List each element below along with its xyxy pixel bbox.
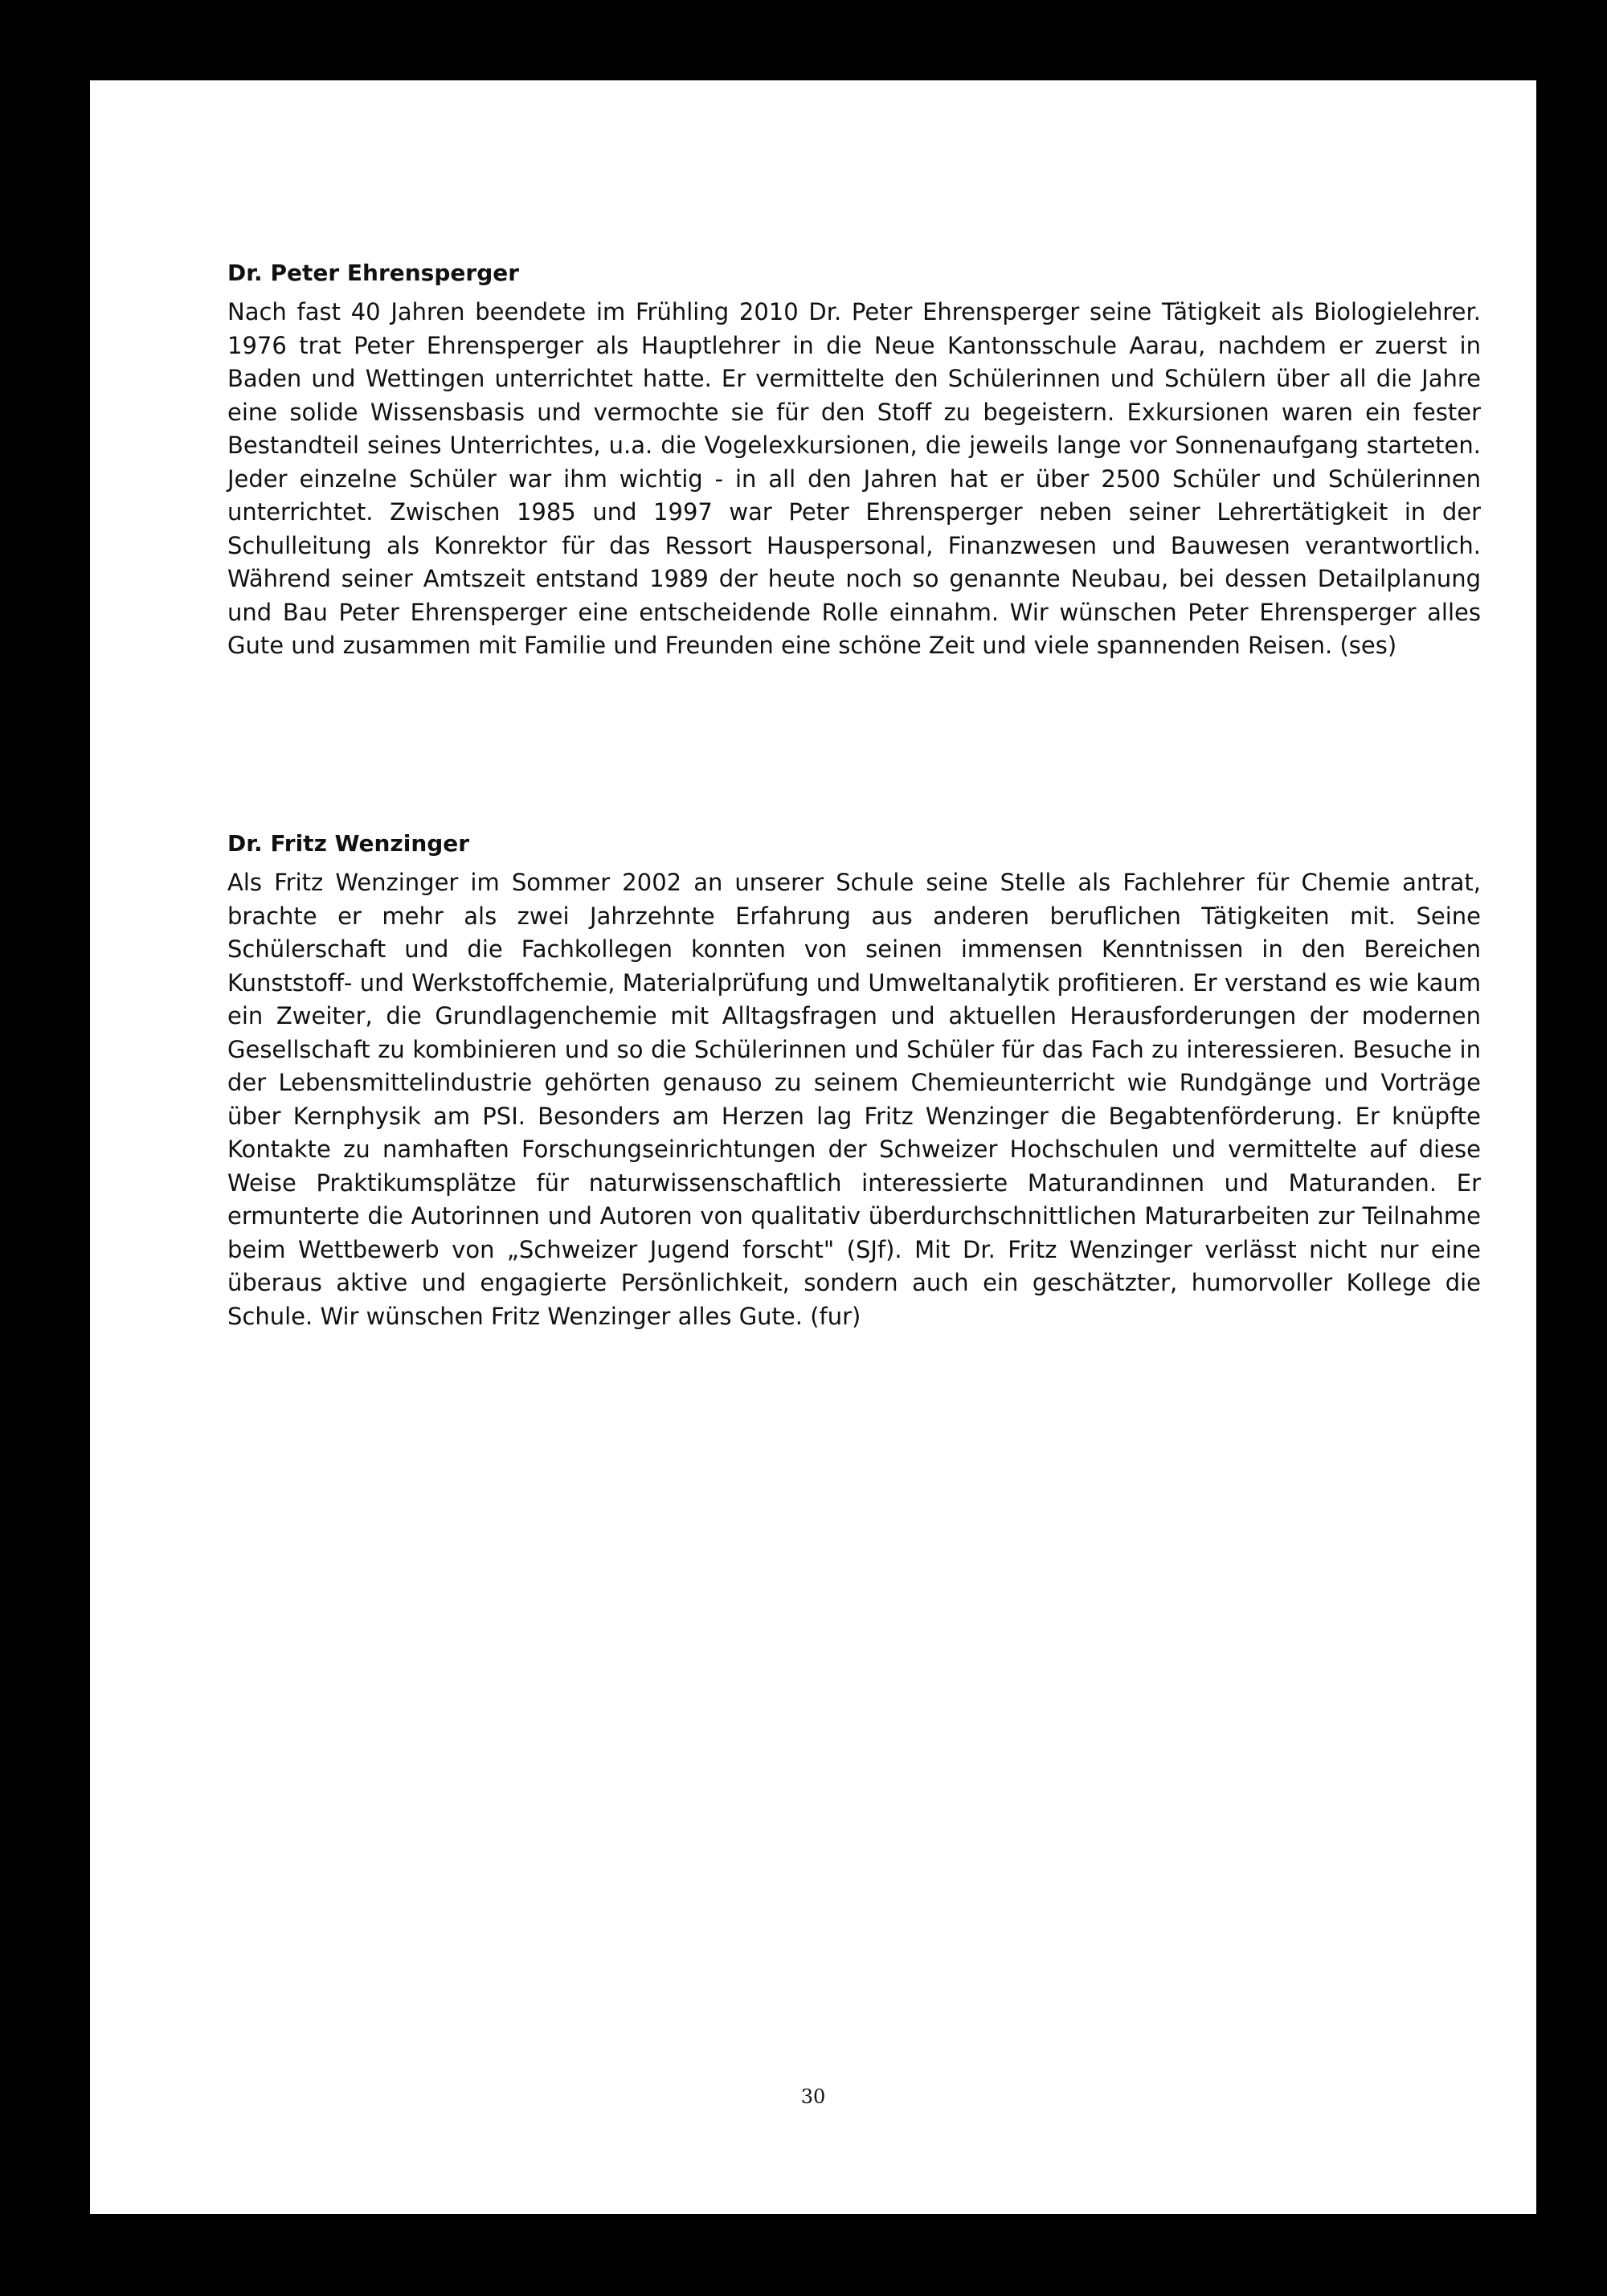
document-page: [90, 80, 1536, 2214]
page-number: 30: [800, 2085, 826, 2108]
article-body: Nach fast 40 Jahren beendete im Frühling 2010 Dr. Peter Ehrensperger seine Tätigkeit als Biologielehrer. 1976 trat Peter Ehrensperger als Hauptlehrer in die Neue Kantonsschule Aarau, nachdem er zuerst in Baden und Wettingen unterrichtet hatte. Er vermittelte den Schülerinnen und Schülern über all die Jahre eine solide Wissensbasis und vermochte sie für den Stoff zu begeistern. Exkursionen waren ein fester Bestandteil seines Unterrichtes, u.a. die Vogelexkursionen, die jeweils lange vor Sonnenaufgang starteten. Jeder einzelne Schüler war ihm wichtig - in all den Jahren hat er über 2500 Schüler und Schülerinnen unterrichtet. Zwischen 1985 und 1997 war Peter Ehrensperger neben seiner Lehrertätigkeit in der Schulleitung als Konrektor für das Ressort Hauspersonal, Finanzwesen und Bauwesen verantwortlich. Während seiner Amtszeit entstand 1989 der heute noch so genannte Neubau, bei dessen Detailplanung und Bau Peter Ehrensperger eine entscheidende Rolle einnahm. Wir wünschen Peter Ehrensperger alles Gute und zusammen mit Familie und Freunden eine schöne Zeit und viele spannenden Reisen. (ses): [227, 298, 1481, 659]
article-body: Als Fritz Wenzinger im Sommer 2002 an unserer Schule seine Stelle als Fachlehrer für Chemie antrat, brachte er mehr als zwei Jahrzehnte Erfahrung aus anderen beruflichen Tätigkeiten mit. Seine Schülerschaft und die Fachkollegen konnten von seinen immensen Kenntnissen in den Bereichen Kunststoff- und Werkstoffchemie, Materialprüfung und Umweltanalytik profitieren. Er verstand es wie kaum ein Zweiter, die Grundlagenchemie mit Alltagsfragen und aktuellen Herausforderungen der modernen Gesellschaft zu kombinieren und so die Schülerinnen und Schüler für das Fach zu interessieren. Besuche in der Lebensmittelindustrie gehörten genauso zu seinem Chemieunterricht wie Rundgänge und Vorträge über Kernphysik am PSI. Besonders am Herzen lag Fritz Wenzinger die Begabtenförderung. Er knüpfte Kontakte zu namhaften Forschungseinrichtungen der Schweizer Hochschulen und vermittelte auf diese Weise Praktikumsplätze für naturwissenschaftlich interessierte Maturandinnen und Maturanden. Er ermunterte die Autorinnen und Autoren von qualitativ überdurchschnittlichen Maturarbeiten zur Teilnahme beim Wettbewerb von „Schweizer Jugend forscht" (SJf). Mit Dr. Fritz Wenzinger verlässt nicht nur eine überaus aktive und engagierte Persönlichkeit, sondern auch ein geschätzter, humorvoller Kollege die Schule. Wir wünschen Fritz Wenzinger alles Gute. (fur): [227, 869, 1481, 1330]
article-heading: Dr. Fritz Wenzinger: [227, 830, 470, 857]
article-fritz-wenzinger: [227, 828, 1481, 1333]
article-peter-ehrensperger: [227, 257, 1481, 663]
article-heading: Dr. Peter Ehrensperger: [227, 260, 520, 286]
